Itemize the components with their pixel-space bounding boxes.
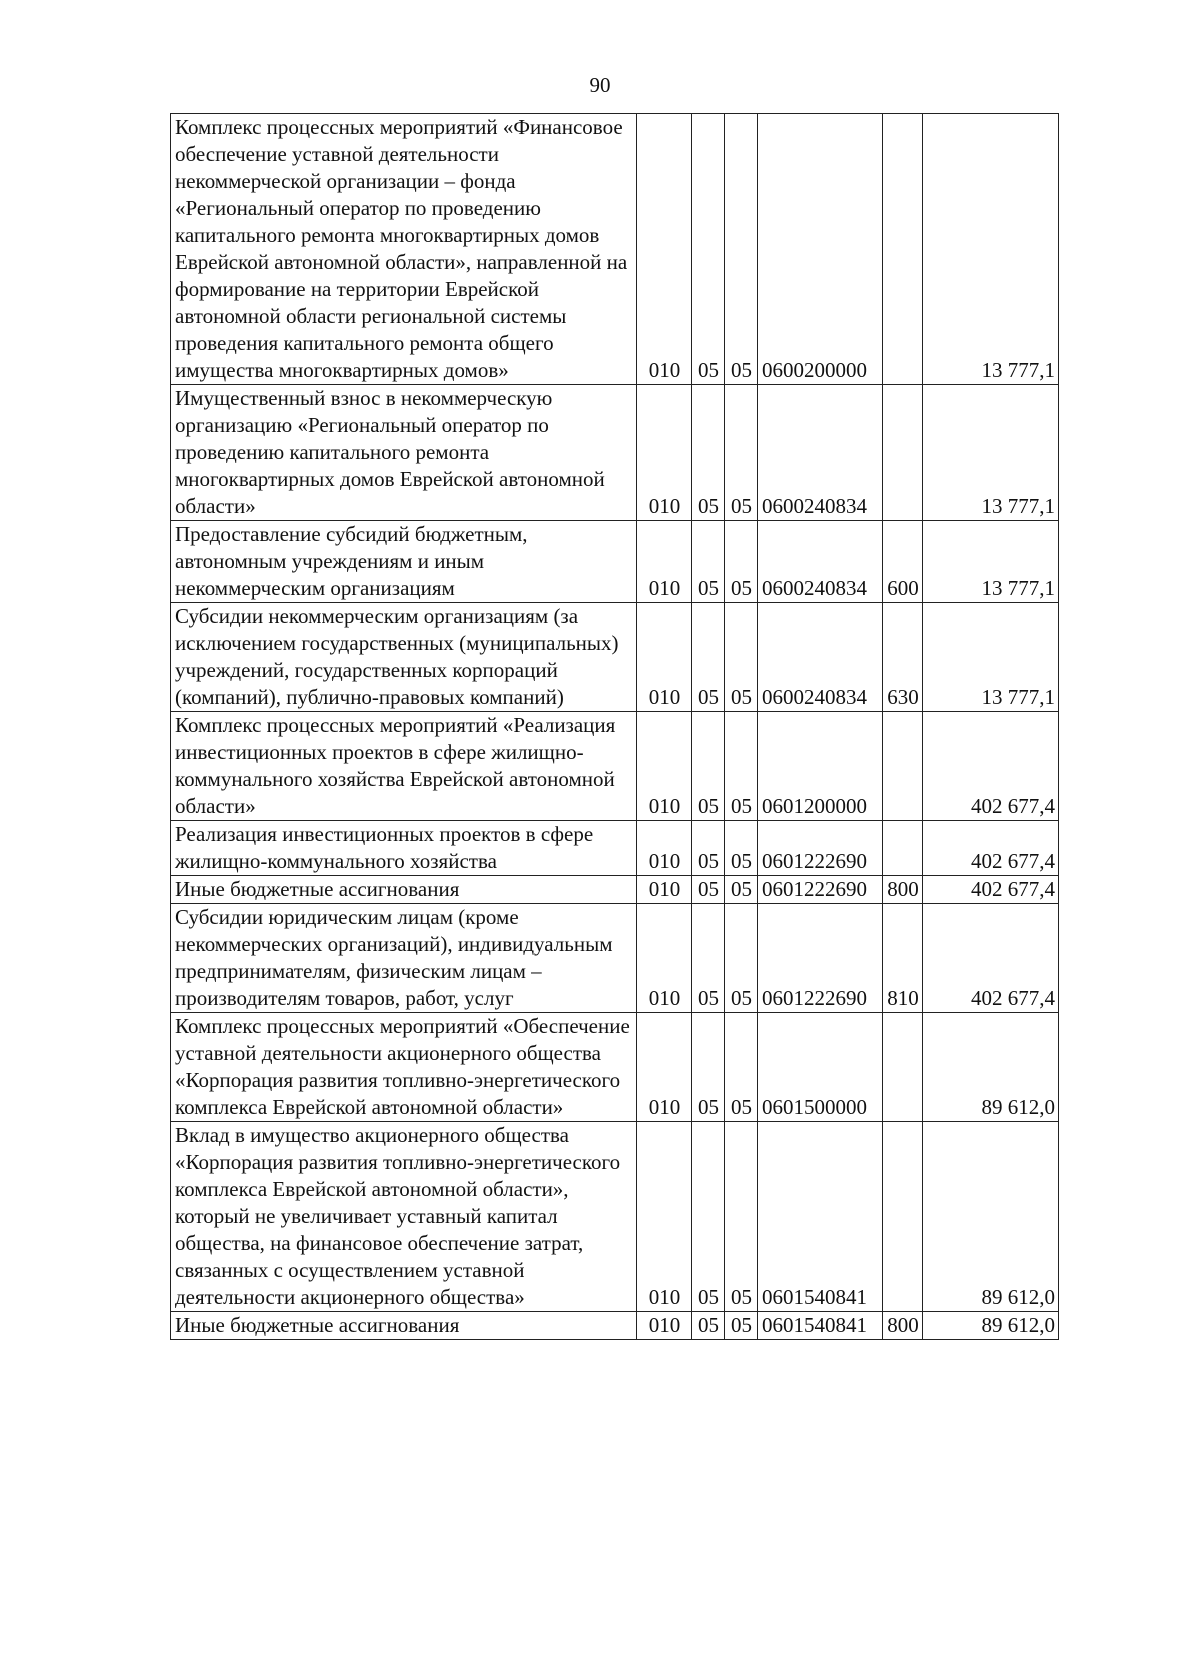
section-code: 05 xyxy=(692,904,725,1013)
ministry-code: 010 xyxy=(637,904,692,1013)
ministry-code: 010 xyxy=(637,1122,692,1312)
subsection-code: 05 xyxy=(725,904,758,1013)
table-row xyxy=(171,712,1059,821)
amount: 402 677,4 xyxy=(923,876,1059,904)
row-name: Иные бюджетные ассигнования xyxy=(171,876,637,904)
subsection-code: 05 xyxy=(725,1122,758,1312)
amount: 402 677,4 xyxy=(923,821,1059,876)
budget-table xyxy=(170,113,1059,1340)
ministry-code: 010 xyxy=(637,603,692,712)
table-row xyxy=(171,1312,1059,1340)
amount: 89 612,0 xyxy=(923,1013,1059,1122)
ministry-code: 010 xyxy=(637,521,692,603)
amount: 89 612,0 xyxy=(923,1312,1059,1340)
section-code: 05 xyxy=(692,1312,725,1340)
section-code: 05 xyxy=(692,385,725,521)
table-row xyxy=(171,114,1059,385)
table-row xyxy=(171,385,1059,521)
amount: 13 777,1 xyxy=(923,385,1059,521)
row-name: Предоставление субсидий бюджетным, автономным учреждениям и иным некоммерческим организациям xyxy=(171,521,637,603)
target-article-code: 0601222690 xyxy=(758,821,883,876)
row-name: Иные бюджетные ассигнования xyxy=(171,1312,637,1340)
target-article-code: 0601222690 xyxy=(758,904,883,1013)
expense-type-code: 800 xyxy=(883,1312,923,1340)
subsection-code: 05 xyxy=(725,821,758,876)
section-code: 05 xyxy=(692,521,725,603)
section-code: 05 xyxy=(692,114,725,385)
ministry-code: 010 xyxy=(637,1312,692,1340)
table-row xyxy=(171,821,1059,876)
amount: 89 612,0 xyxy=(923,1122,1059,1312)
row-name: Субсидии некоммерческим организациям (за исключением государственных (муниципальных) учреждений, государственных корпораций (компаний), публично-правовых компаний) xyxy=(171,603,637,712)
ministry-code: 010 xyxy=(637,821,692,876)
target-article-code: 0601540841 xyxy=(758,1122,883,1312)
row-name: Вклад в имущество акционерного общества «Корпорация развития топливно-энергетического комплекса Еврейской автономной области», который не увеличивает уставный капитал общества, на финансовое обеспечение затрат, связанных с осуществлением уставной деятельности акционерного общества» xyxy=(171,1122,637,1312)
subsection-code: 05 xyxy=(725,385,758,521)
table-row xyxy=(171,1122,1059,1312)
subsection-code: 05 xyxy=(725,1312,758,1340)
section-code: 05 xyxy=(692,821,725,876)
ministry-code: 010 xyxy=(637,385,692,521)
section-code: 05 xyxy=(692,603,725,712)
amount: 402 677,4 xyxy=(923,904,1059,1013)
target-article-code: 0600200000 xyxy=(758,114,883,385)
row-name: Комплекс процессных мероприятий «Реализация инвестиционных проектов в сфере жилищно-коммунального хозяйства Еврейской автономной области» xyxy=(171,712,637,821)
subsection-code: 05 xyxy=(725,521,758,603)
target-article-code: 0601500000 xyxy=(758,1013,883,1122)
expense-type-code xyxy=(883,712,923,821)
expense-type-code xyxy=(883,385,923,521)
table-row xyxy=(171,1013,1059,1122)
section-code: 05 xyxy=(692,876,725,904)
amount: 402 677,4 xyxy=(923,712,1059,821)
subsection-code: 05 xyxy=(725,1013,758,1122)
row-name: Имущественный взнос в некоммерческую организацию «Региональный оператор по проведению капитального ремонта многоквартирных домов Еврейской автономной области» xyxy=(171,385,637,521)
expense-type-code xyxy=(883,114,923,385)
budget-table-body xyxy=(171,114,1059,1340)
amount: 13 777,1 xyxy=(923,114,1059,385)
table-row xyxy=(171,876,1059,904)
ministry-code: 010 xyxy=(637,114,692,385)
target-article-code: 0600240834 xyxy=(758,385,883,521)
ministry-code: 010 xyxy=(637,876,692,904)
subsection-code: 05 xyxy=(725,114,758,385)
section-code: 05 xyxy=(692,1013,725,1122)
row-name: Субсидии юридическим лицам (кроме некоммерческих организаций), индивидуальным предпринимателям, физическим лицам – производителям товаров, работ, услуг xyxy=(171,904,637,1013)
target-article-code: 0601540841 xyxy=(758,1312,883,1340)
table-row xyxy=(171,521,1059,603)
expense-type-code xyxy=(883,821,923,876)
expense-type-code: 600 xyxy=(883,521,923,603)
amount: 13 777,1 xyxy=(923,603,1059,712)
expense-type-code: 800 xyxy=(883,876,923,904)
target-article-code: 0600240834 xyxy=(758,521,883,603)
page-number: 90 xyxy=(589,73,611,97)
expense-type-code xyxy=(883,1013,923,1122)
target-article-code: 0600240834 xyxy=(758,603,883,712)
section-code: 05 xyxy=(692,712,725,821)
amount: 13 777,1 xyxy=(923,521,1059,603)
ministry-code: 010 xyxy=(637,712,692,821)
row-name: Реализация инвестиционных проектов в сфере жилищно-коммунального хозяйства xyxy=(171,821,637,876)
target-article-code: 0601222690 xyxy=(758,876,883,904)
subsection-code: 05 xyxy=(725,712,758,821)
section-code: 05 xyxy=(692,1122,725,1312)
ministry-code: 010 xyxy=(637,1013,692,1122)
table-row xyxy=(171,603,1059,712)
target-article-code: 0601200000 xyxy=(758,712,883,821)
expense-type-code: 810 xyxy=(883,904,923,1013)
subsection-code: 05 xyxy=(725,876,758,904)
expense-type-code: 630 xyxy=(883,603,923,712)
expense-type-code xyxy=(883,1122,923,1312)
row-name: Комплекс процессных мероприятий «Финансовое обеспечение уставной деятельности некоммерческой организации – фонда «Региональный оператор по проведению капитального ремонта многоквартирных домов Еврейской автономной области», направленной на формирование на территории Еврейской автономной области региональной системы проведения капитального ремонта общего имущества многоквартирных домов» xyxy=(171,114,637,385)
subsection-code: 05 xyxy=(725,603,758,712)
table-row xyxy=(171,904,1059,1013)
row-name: Комплекс процессных мероприятий «Обеспечение уставной деятельности акционерного общества «Корпорация развития топливно-энергетического комплекса Еврейской автономной области» xyxy=(171,1013,637,1122)
